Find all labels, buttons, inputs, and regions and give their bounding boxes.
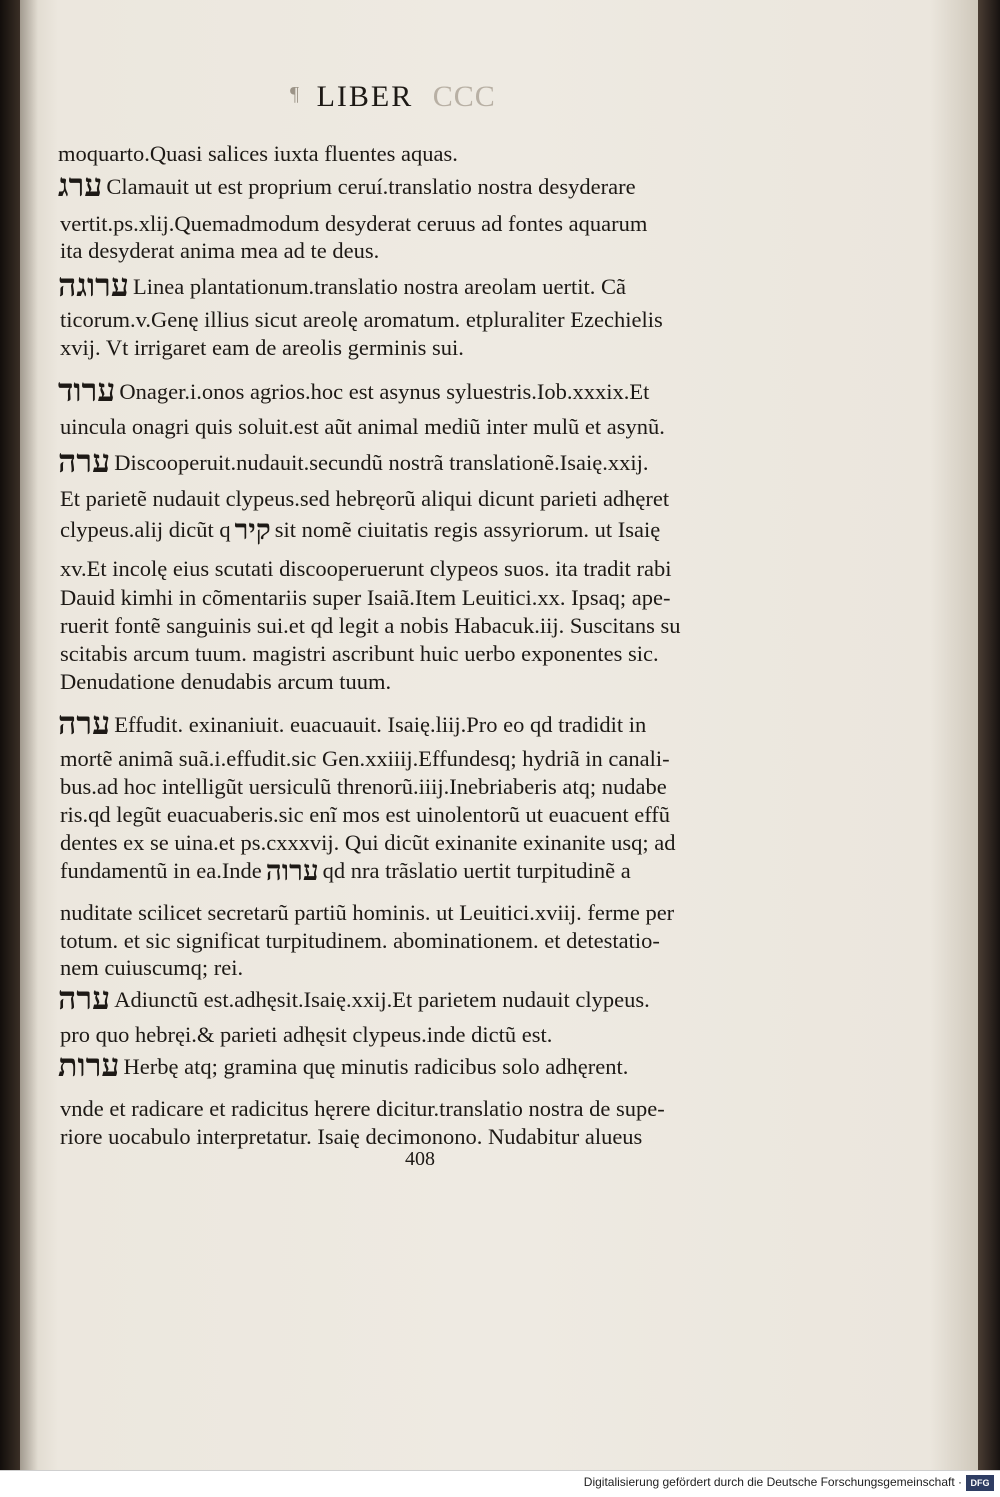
hebrew-inline-word: קיר (234, 513, 271, 546)
entry-line: ערג Clamauit ut est proprium ceruí.translatio nostra desyderare (58, 166, 636, 204)
text-line: vertit.ps.xlij.Quemadmodum desyderat ceruus ad fontes aquarum (60, 211, 648, 236)
entry-line: ערה Discooperuit.nudauit.secundũ nostrã translationẽ.Isaię.xxij. (58, 442, 649, 480)
book-edge-left (0, 0, 20, 1470)
text-line: totum. et sic significat turpitudinem. abominationem. et detestatio- (60, 928, 660, 953)
hebrew-headword: ערוד (58, 371, 116, 409)
text-line: ita desyderat anima mea ad te deus. (60, 238, 380, 263)
digitization-footer (0, 1470, 1000, 1497)
entry-line: ערה Effudit. exinaniuit. euacuauit. Isaię.liij.Pro eo qd tradidit in (58, 704, 647, 742)
page-gutter-shadow (20, 0, 38, 1470)
hebrew-headword: ערוגה (58, 266, 129, 304)
text-line: scitabis arcum tuum. magistri ascribunt huic uerbo exponentes sic. (60, 641, 659, 666)
text-line: fundamentũ in ea.Inde ערוה qd nra trãslatio uertit turpitudinẽ a (60, 854, 631, 887)
text-line: Dauid kimhi in cõmentariis super Isaiã.Item Leuitici.xx. Ipsaq; ape- (60, 585, 671, 610)
running-title: LIBER (316, 80, 414, 113)
text-line: mortẽ animã suã.i.effudit.sic Gen.xxiiij.Effundesq; hydriã in canali- (60, 746, 670, 771)
running-header (290, 80, 550, 114)
text-line: riore uocabulo interpretatur. Isaię decimonono. Nudabitur alueus (60, 1124, 643, 1149)
funding-credit: Digitalisierung gefördert durch die Deutsche Forschungsgemeinschaft · (583, 1475, 962, 1489)
page-number: 408 (405, 1148, 435, 1170)
text-line: xvij. Vt irrigaret eam de areolis germinis sui. (60, 335, 464, 360)
text-line: pro quo hebręi.& parieti adhęsit clypeus.inde dictũ est. (60, 1022, 553, 1047)
entry-line: ערוגה Linea plantationum.translatio nostra areolam uertit. Cã (58, 266, 626, 304)
book-edge-right (978, 0, 1000, 1470)
text-line: xv.Et incolę eius scutati discooperuerunt clypeos suos. ita tradit rabi (60, 556, 672, 581)
scanned-page (20, 0, 978, 1470)
text-line: ris.qd legũt euacuaberis.sic enĩ mos est uinolentorũ ut euacuent effũ (60, 802, 671, 827)
hebrew-headword: ערות (58, 1046, 120, 1084)
hebrew-headword: ערה (58, 704, 111, 742)
text-line: vnde et radicare et radicitus hęrere dicitur.translatio nostra de supe- (60, 1096, 665, 1121)
hebrew-inline-word: ערוה (265, 854, 319, 887)
header-ornament: ¶ (290, 83, 302, 105)
text-line: clypeus.alij dicũt q קיר sit nomẽ ciuitatis regis assyriorum. ut Isaię (60, 513, 661, 546)
hebrew-headword: ערג (58, 166, 103, 204)
dfg-logo-icon: DFG (966, 1475, 994, 1491)
text-line: nuditate scilicet secretarũ partiũ hominis. ut Leuitici.xviij. ferme per (60, 900, 675, 925)
text-line: bus.ad hoc intelligũt uersiculũ threnorũ.iiij.Inebriaberis atq; nudabe (60, 774, 667, 799)
text-line: uincula onagri quis soluit.est aũt animal mediũ inter mulũ et asynũ. (60, 414, 665, 439)
entry-line: ערה Adiunctũ est.adhęsit.Isaię.xxij.Et parietem nudauit clypeus. (58, 979, 650, 1017)
entry-line: ערות Herbę atq; gramina quę minutis radicibus solo adhęrent. (58, 1046, 629, 1084)
text-line: nem cuiuscumq; rei. (60, 955, 244, 980)
text-line: ruerit fontẽ sanguinis sui.et qd legit a nobis Habacuk.iij. Suscitans su (60, 613, 681, 638)
text-line: dentes ex se uina.et ps.cxxxvij. Qui dicũt exinanite exinanite usq; ad (60, 830, 676, 855)
hebrew-headword: ערה (58, 442, 111, 480)
faint-show-through-letters: CCC (432, 80, 496, 113)
text-line: Et parietẽ nudauit clypeus.sed hebręorũ aliqui dicunt parieti adhęret (60, 486, 670, 511)
hebrew-headword: ערה (58, 979, 111, 1017)
text-line: ticorum.v.Genę illius sicut areolę aromatum. etpluraliter Ezechielis (60, 307, 663, 332)
text-line: moquarto.Quasi salices iuxta fluentes aquas. (58, 141, 458, 166)
entry-line: ערוד Onager.i.onos agrios.hoc est asynus syluestris.Iob.xxxix.Et (58, 371, 650, 409)
text-line: Denudatione denudabis arcum tuum. (60, 669, 392, 694)
